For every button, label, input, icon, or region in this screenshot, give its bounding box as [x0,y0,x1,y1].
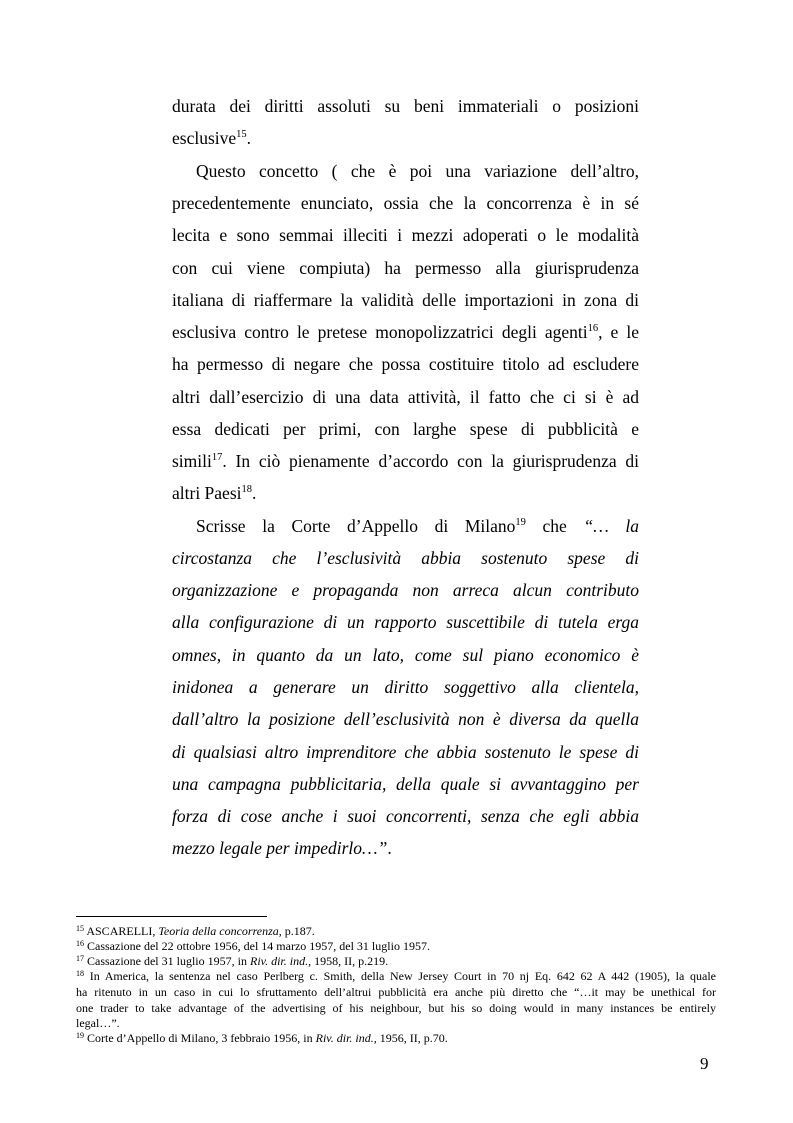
footnote-ref: 16 [587,323,599,334]
text-line: essa dedicati per primi, con larghe spese di pubblicità e [172,419,639,439]
text-line: simili$^{17}$. In ciò pienamente d’accordo con la giurisprudenza di [172,451,639,471]
text-line: Scrisse la Corte d’Appello di Milano$^{19}$ che “… la [196,516,640,536]
footnote: $^{16}$ Cassazione del 22 ottobre 1956, del 14 marzo 1957, del 31 luglio 1957. [76,939,430,953]
text-line: esclusive$^{15}$. [172,128,252,148]
footnote: $^{15}$ ASCARELLI, Teoria della concorrenza, p.187. [76,924,315,938]
text-line: Questo concetto ( che è poi una variazione dell’altro, [196,161,639,181]
footnote-continuation: legal…”. [76,1016,120,1030]
quote-line: una campagna pubblicitaria, della quale si avvantaggino per [172,774,639,794]
text-line: con cui viene compiuta) ha permesso alla giurisprudenza [172,258,639,278]
text-line: lecita e sono semmai illeciti i mezzi adoperati o le modalità [172,225,639,245]
footnote-ref: 19 [515,517,526,528]
text-line: italiana di riaffermare la validità delle importazioni in zona di [172,290,639,310]
footnote: $^{18}$ In America, la sentenza nel caso Perlberg c. Smith, della New Jersey Court in 70 nj Eq. 642 62 A 442 (1905), la quale [76,969,717,983]
text-line: ha permesso di negare che possa costituire titolo ad escludere [172,354,639,374]
quote-line: forza di cose anche i suoi concorrenti, senza che egli abbia [172,806,639,826]
text-line: esclusiva contro le pretese monopolizzatrici degli agenti$^{16}$, e le [172,322,639,342]
footnote-continuation: ha ritenuto in un caso in cui lo sfruttamento dell’altrui pubblicità era anche più diretto che “…it may be unethical for [76,985,716,999]
footnote: $^{17}$ Cassazione del 31 luglio 1957, in Riv. dir. ind., 1958, II, p.219. [76,954,389,968]
quote-line: dall’altro la posizione dell’esclusività non è diversa da quella [172,709,639,729]
page-number: 9 [700,1054,709,1073]
quote-line: inidonea a generare un diritto soggettivo alla clientela, [172,677,639,697]
footnote-ref: 15 [236,129,247,140]
text-line: precedentemente enunciato, ossia che la concorrenza è in sé [172,193,639,213]
footnote-separator [76,916,267,917]
quote-line: circostanza che l’esclusività abbia sostenuto spese di [172,548,639,568]
footnote-ref: 18 [241,484,252,495]
quote-line: alla configurazione di un rapporto suscettibile di tutela erga [172,612,639,632]
text-line: altri Paesi$^{18}$. [172,483,257,503]
footnote: $^{19}$ Corte d’Appello di Milano, 3 febbraio 1956, in Riv. dir. ind., 1956, II, p.70. [76,1031,448,1045]
text-line: durata dei diritti assoluti su beni immateriali o posizioni [172,96,639,116]
footnote-ref: 17 [211,452,223,463]
quote-line: mezzo legale per impedirlo…”. [172,838,392,858]
quote-line: di qualsiasi altro imprenditore che abbia sostenuto le spese di [172,742,639,762]
quote-line: omnes, in quanto da un lato, come sul piano economico è [172,645,639,665]
footnote-continuation: one trader to take advantage of the advertising of his neighbour, but his so doing would in many instances be entirely [76,1001,716,1015]
quote-line: organizzazione e propaganda non arreca alcun contributo [172,580,639,600]
text-line: altri dall’esercizio di una data attività, il fatto che ci si è ad [172,387,639,407]
